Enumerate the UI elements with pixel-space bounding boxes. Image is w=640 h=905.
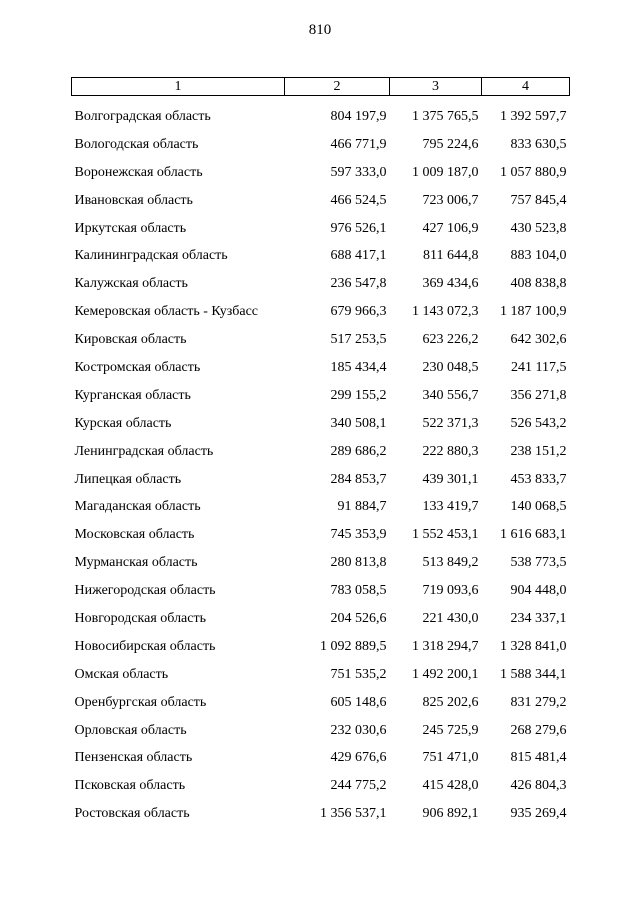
value-col-3: 906 892,1 — [422, 806, 479, 822]
region-name: Курская область — [74, 415, 172, 431]
value-col-4: 1 057 880,9 — [500, 164, 567, 180]
region-name: Иркутская область — [74, 220, 187, 236]
value-col-2: 244 775,2 — [330, 778, 387, 794]
value-col-3: 340 556,7 — [422, 387, 479, 403]
region-name: Ивановская область — [74, 192, 193, 208]
value-col-3: 230 048,5 — [422, 359, 479, 375]
value-col-3: 369 434,6 — [422, 276, 479, 292]
table-row — [72, 159, 570, 187]
value-col-2: 289 686,2 — [330, 443, 387, 459]
table-body — [72, 96, 570, 829]
table-row — [72, 326, 570, 354]
region-name: Волгоградская область — [74, 108, 211, 124]
value-col-2: 679 966,3 — [330, 304, 387, 320]
table-row — [72, 242, 570, 270]
value-col-3: 1 375 765,5 — [412, 108, 479, 124]
table-row — [72, 521, 570, 549]
value-col-3: 245 725,9 — [422, 722, 479, 738]
region-name: Омская область — [74, 666, 169, 682]
region-name: Калужская область — [74, 276, 188, 292]
value-col-4: 268 279,6 — [510, 722, 567, 738]
value-col-4: 538 773,5 — [510, 555, 567, 571]
region-name: Новосибирская область — [74, 638, 216, 654]
value-col-2: 804 197,9 — [330, 108, 387, 124]
table-row — [72, 493, 570, 521]
region-name: Оренбургская область — [74, 694, 207, 710]
value-col-3: 522 371,3 — [422, 415, 479, 431]
budget-table — [71, 77, 570, 828]
value-col-3: 1 009 187,0 — [412, 164, 479, 180]
table-row — [72, 605, 570, 633]
region-name: Магаданская область — [74, 499, 201, 515]
table-row — [72, 577, 570, 605]
value-col-3: 751 471,0 — [422, 750, 479, 766]
value-col-4: 831 279,2 — [510, 694, 567, 710]
value-col-4: 430 523,8 — [510, 220, 567, 236]
value-col-3: 439 301,1 — [422, 471, 479, 487]
region-name: Новгородская область — [74, 610, 206, 626]
table-row — [72, 689, 570, 717]
region-name: Вологодская область — [74, 136, 199, 152]
region-name: Кемеровская область - Кузбасс — [74, 304, 259, 320]
value-col-3: 1 492 200,1 — [412, 666, 479, 682]
region-name: Псковская область — [74, 778, 186, 794]
value-col-3: 723 006,7 — [422, 192, 479, 208]
value-col-4: 234 337,1 — [510, 610, 567, 626]
region-name: Ростовская область — [74, 806, 190, 822]
table-row — [72, 744, 570, 772]
value-col-4: 1 187 100,9 — [500, 304, 567, 320]
value-col-2: 91 884,7 — [337, 499, 387, 515]
table-row — [72, 661, 570, 689]
value-col-4: 241 117,5 — [511, 359, 567, 375]
value-col-2: 751 535,2 — [330, 666, 387, 682]
table-row — [72, 466, 570, 494]
value-col-3: 795 224,6 — [422, 136, 479, 152]
value-col-3: 513 849,2 — [422, 555, 479, 571]
table-row — [72, 800, 570, 828]
value-col-4: 883 104,0 — [510, 248, 567, 264]
table-row — [72, 410, 570, 438]
value-col-3: 415 428,0 — [422, 778, 479, 794]
value-col-2: 284 853,7 — [330, 471, 387, 487]
value-col-3: 623 226,2 — [422, 332, 479, 348]
table-row — [72, 96, 570, 131]
value-col-4: 526 543,2 — [510, 415, 567, 431]
region-name: Московская область — [74, 527, 195, 543]
value-col-3: 222 880,3 — [422, 443, 479, 459]
value-col-2: 597 333,0 — [330, 164, 387, 180]
value-col-4: 904 448,0 — [510, 583, 567, 599]
region-name: Липецкая область — [74, 471, 182, 487]
value-col-4: 140 068,5 — [510, 499, 567, 515]
value-col-2: 340 508,1 — [330, 415, 387, 431]
value-col-2: 299 155,2 — [330, 387, 387, 403]
value-col-2: 204 526,6 — [330, 610, 387, 626]
region-name: Калининградская область — [74, 248, 228, 264]
value-col-2: 429 676,6 — [330, 750, 387, 766]
table-row — [72, 215, 570, 243]
value-col-4: 453 833,7 — [510, 471, 567, 487]
value-col-3: 1 143 072,3 — [412, 304, 479, 320]
table-row — [72, 633, 570, 661]
header-row — [72, 78, 570, 96]
value-col-4: 642 302,6 — [510, 332, 567, 348]
value-col-2: 745 353,9 — [330, 527, 387, 543]
header-col-4: 4 — [482, 78, 570, 96]
value-col-2: 688 417,1 — [330, 248, 387, 264]
value-col-2: 1 356 537,1 — [320, 806, 387, 822]
table-row — [72, 772, 570, 800]
table-row — [72, 438, 570, 466]
value-col-4: 426 804,3 — [510, 778, 567, 794]
header-col-2: 2 — [285, 78, 390, 96]
value-col-2: 783 058,5 — [330, 583, 387, 599]
value-col-4: 1 588 344,1 — [500, 666, 567, 682]
value-col-4: 1 616 683,1 — [500, 527, 567, 543]
region-name: Пензенская область — [74, 750, 193, 766]
table-header — [72, 78, 570, 96]
value-col-3: 825 202,6 — [422, 694, 479, 710]
value-col-2: 1 092 889,5 — [320, 638, 387, 654]
table-row — [72, 270, 570, 298]
value-col-3: 427 106,9 — [422, 220, 479, 236]
value-col-4: 356 271,8 — [510, 387, 567, 403]
value-col-2: 280 813,8 — [330, 555, 387, 571]
region-name: Нижегородская область — [74, 583, 216, 599]
value-col-2: 185 434,4 — [330, 359, 387, 375]
region-name: Кировская область — [74, 332, 187, 348]
value-col-2: 236 547,8 — [330, 276, 387, 292]
value-col-4: 833 630,5 — [510, 136, 567, 152]
value-col-4: 238 151,2 — [510, 443, 567, 459]
value-col-2: 232 030,6 — [330, 722, 387, 738]
value-col-4: 935 269,4 — [510, 806, 567, 822]
table-row — [72, 298, 570, 326]
table-row — [72, 382, 570, 410]
region-name: Орловская область — [74, 722, 187, 738]
page-number: 810 — [308, 22, 332, 38]
region-name: Курганская область — [74, 387, 191, 403]
value-col-3: 1 318 294,7 — [412, 638, 479, 654]
region-name: Ленинградская область — [74, 443, 214, 459]
table-row — [72, 131, 570, 159]
table-row — [72, 549, 570, 577]
value-col-3: 221 430,0 — [422, 610, 479, 626]
value-col-4: 815 481,4 — [510, 750, 567, 766]
header-col-3: 3 — [390, 78, 482, 96]
value-col-2: 517 253,5 — [330, 332, 387, 348]
value-col-3: 1 552 453,1 — [412, 527, 479, 543]
value-col-4: 1 328 841,0 — [500, 638, 567, 654]
table-row — [72, 717, 570, 745]
table-row — [72, 187, 570, 215]
region-name: Костромская область — [74, 359, 201, 375]
header-col-1: 1 — [72, 78, 285, 96]
value-col-2: 466 524,5 — [330, 192, 387, 208]
region-name: Воронежская область — [74, 164, 203, 180]
value-col-3: 133 419,7 — [422, 499, 479, 515]
region-name: Мурманская область — [74, 555, 198, 571]
value-col-3: 719 093,6 — [422, 583, 479, 599]
value-col-4: 757 845,4 — [510, 192, 567, 208]
value-col-3: 811 644,8 — [423, 248, 479, 264]
budget-table-container — [71, 77, 569, 828]
value-col-2: 605 148,6 — [330, 694, 387, 710]
value-col-4: 1 392 597,7 — [500, 108, 567, 124]
value-col-2: 466 771,9 — [330, 136, 387, 152]
value-col-4: 408 838,8 — [510, 276, 567, 292]
table-row — [72, 354, 570, 382]
value-col-2: 976 526,1 — [330, 220, 387, 236]
